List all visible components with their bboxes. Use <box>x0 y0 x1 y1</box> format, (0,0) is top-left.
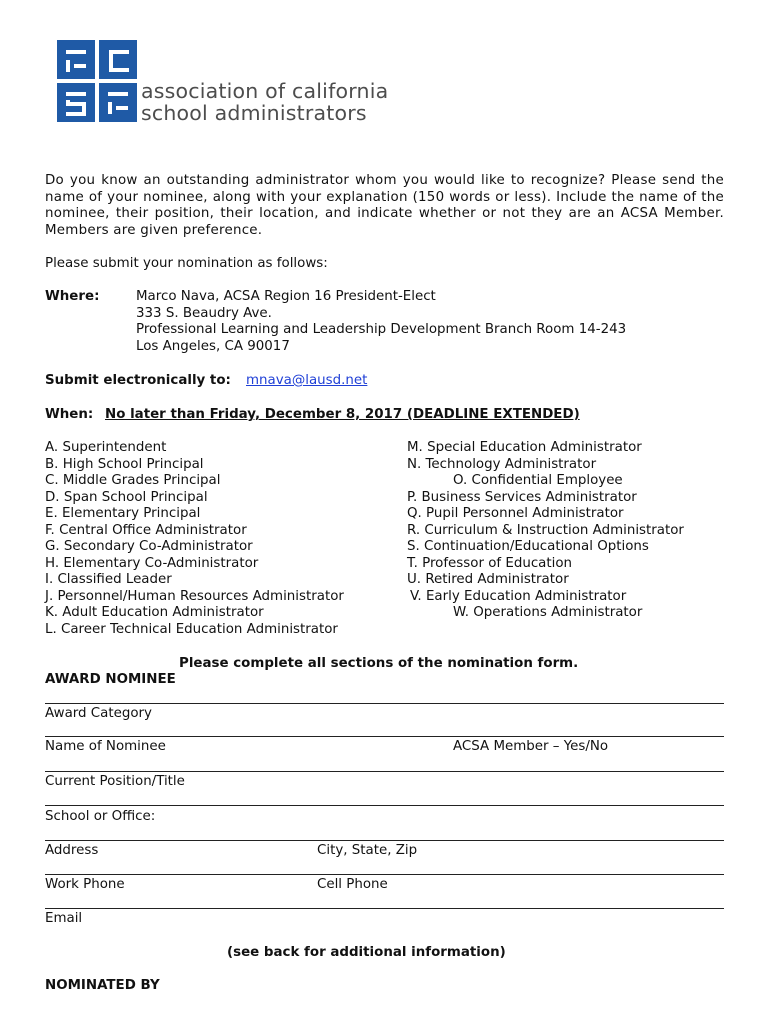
categories-left-list <box>45 440 344 638</box>
submit-instructions: Please submit your nomination as follows: <box>45 256 328 271</box>
where-line-4: Los Angeles, CA 90017 <box>136 339 290 354</box>
deadline-text: No later than Friday, December 8, 2017 (DEADLINE EXTENDED) <box>105 407 580 422</box>
intro-paragraph: Do you know an outstanding administrator whom you would like to recognize? Please send the name of your nominee, along with your explanation (150 words or less). Include the name of the nominee, their position, their location, and indicate whether or not they are an ACSA Member. Members are given preference. <box>45 173 724 238</box>
category-item: P. Business Services Administrator <box>407 489 637 505</box>
category-item: N. Technology Administrator <box>407 456 597 472</box>
category-item: L. Career Technical Education Administrator <box>45 621 338 637</box>
where-line-2: 333 S. Beaudry Ave. <box>136 306 272 321</box>
cell-phone-label: Cell Phone <box>317 877 388 892</box>
logo-org-line2: school administrators <box>141 101 367 125</box>
form-divider <box>45 771 724 772</box>
category-item: W. Operations Administrator <box>453 605 643 620</box>
address-label: Address <box>45 843 99 858</box>
category-item: E. Elementary Principal <box>45 506 201 521</box>
form-divider <box>45 874 724 875</box>
nominee-name-label: Name of Nominee <box>45 739 166 754</box>
categories-right-list <box>407 440 684 622</box>
where-label: Where: <box>45 289 100 304</box>
acsa-logo <box>57 40 137 122</box>
acsa-logo-mark <box>57 40 137 122</box>
current-position-label: Current Position/Title <box>45 774 185 789</box>
category-item: R. Curriculum & Instruction Administrator <box>407 522 684 538</box>
category-item: U. Retired Administrator <box>407 572 569 587</box>
email-link[interactable]: mnava@lausd.net <box>246 373 368 388</box>
form-divider <box>45 805 724 806</box>
form-divider <box>45 736 724 737</box>
category-item: I. Classified Leader <box>45 572 172 587</box>
category-item: V. Early Education Administrator <box>410 588 627 604</box>
category-item: F. Central Office Administrator <box>45 522 247 538</box>
form-divider <box>45 908 724 909</box>
see-back-note: (see back for additional information) <box>227 945 506 960</box>
category-item: B. High School Principal <box>45 456 204 472</box>
acsa-member-label: ACSA Member – Yes/No <box>453 739 609 754</box>
email-label: Email <box>45 911 83 926</box>
category-item: G. Secondary Co-Administrator <box>45 539 253 554</box>
category-item: K. Adult Education Administrator <box>45 605 264 620</box>
complete-note: Please complete all sections of the nomination form. <box>179 656 579 671</box>
nominated-by-heading: NOMINATED BY <box>45 978 160 993</box>
category-item: Q. Pupil Personnel Administrator <box>407 506 624 521</box>
category-item: H. Elementary Co-Administrator <box>45 555 259 571</box>
when-label: When: <box>45 407 94 422</box>
category-item: O. Confidential Employee <box>453 473 623 488</box>
school-office-label: School or Office: <box>45 809 156 824</box>
category-item: A. Superintendent <box>45 440 167 455</box>
where-line-3: Professional Learning and Leadership Development Branch Room 14-243 <box>136 322 627 337</box>
electronic-label: Submit electronically to: <box>45 373 231 388</box>
category-item: T. Professor of Education <box>407 555 573 571</box>
work-phone-label: Work Phone <box>45 877 125 892</box>
category-item: M. Special Education Administrator <box>407 440 642 455</box>
form-divider <box>45 840 724 841</box>
where-line-1: Marco Nava, ACSA Region 16 President-Elect <box>136 289 436 304</box>
award-nominee-heading: AWARD NOMINEE <box>45 672 176 687</box>
city-state-zip-label: City, State, Zip <box>317 843 418 858</box>
category-item: D. Span School Principal <box>45 489 208 505</box>
category-item: J. Personnel/Human Resources Administrator <box>45 588 344 604</box>
category-item: C. Middle Grades Principal <box>45 473 221 488</box>
logo-org-line1: association of california <box>141 79 389 103</box>
award-category-label: Award Category <box>45 706 152 721</box>
form-divider <box>45 703 724 704</box>
category-item: S. Continuation/Educational Options <box>407 539 649 554</box>
